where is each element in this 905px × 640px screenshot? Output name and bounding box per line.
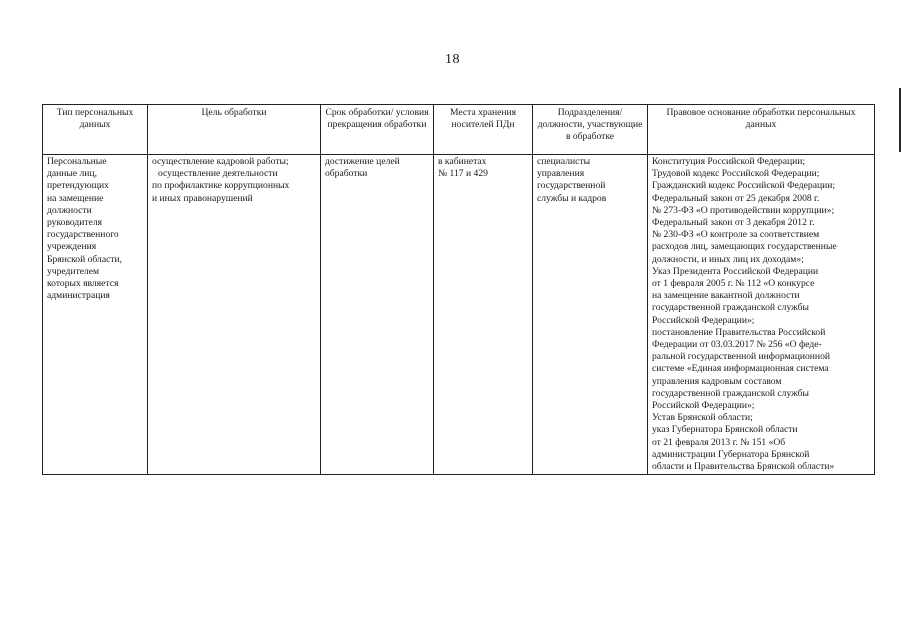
table-header-row — [43, 105, 875, 155]
cell-line: управления — [537, 168, 585, 180]
cell-line: данные лиц, — [47, 168, 97, 180]
cell-line: постановление Правительства Российской — [652, 326, 826, 338]
cell-data-type — [43, 155, 148, 475]
cell-line: учреждения — [47, 241, 97, 253]
cell-line: руководителя — [47, 217, 103, 229]
cell-line: № 273-ФЗ «О противодействии коррупции»; — [652, 204, 835, 216]
cell-line: должности, и иных лиц их доходам»; — [652, 253, 804, 265]
cell-line: службы и кадров — [537, 192, 607, 204]
cell-line: учредителем — [47, 265, 100, 277]
cell-legal-basis — [648, 155, 875, 475]
cell-line: Российской Федерации»; — [652, 400, 755, 412]
header-legal-basis: Правовое основание обработки персональных данных — [648, 105, 875, 155]
cell-line: государственной — [537, 180, 606, 192]
cell-line: и иных правонарушений — [152, 192, 253, 204]
cell-line: обработки — [325, 168, 368, 180]
cell-line: претендующих — [47, 180, 109, 192]
personal-data-table — [42, 104, 875, 475]
cell-term — [321, 155, 434, 475]
cell-line: Устав Брянской области; — [652, 412, 753, 424]
cell-departments — [533, 155, 648, 475]
table-row — [43, 155, 875, 475]
cell-line: Российской Федерации»; — [652, 314, 755, 326]
cell-line: системе «Единая информационная система — [652, 363, 829, 375]
cell-line: государственного — [47, 229, 119, 241]
cell-line: Трудовой кодекс Российской Федерации; — [652, 168, 820, 180]
cell-line: № 230-ФЗ «О контроле за соответствием — [652, 229, 820, 241]
cell-line: на замещение вакантной должности — [652, 290, 800, 302]
cell-line: области и Правительства Брянской области» — [652, 461, 835, 473]
cell-line: Гражданский кодекс Российской Федерации; — [652, 180, 836, 192]
page-number: 18 — [445, 52, 460, 67]
cell-line: указ Губернатора Брянской области — [652, 424, 798, 436]
cell-storage — [434, 155, 533, 475]
cell-line: Федеральный закон от 3 декабря 2012 г. — [652, 217, 815, 229]
cell-line: Персональные — [47, 156, 107, 167]
cell-line: по профилактике коррупционных — [152, 180, 290, 192]
cell-line: администрации Губернатора Брянской — [652, 448, 810, 460]
cell-line: управления кадровым составом — [652, 375, 782, 387]
cell-line: Федерации от 03.03.2017 № 256 «О феде- — [652, 339, 822, 351]
cell-line: государственной гражданской службы — [652, 302, 809, 314]
header-storage: Места хранения носителей ПДн — [434, 105, 533, 155]
cell-line: № 117 и 429 — [438, 168, 488, 180]
cell-line: на замещение — [47, 192, 104, 204]
cell-line: Указ Президента Российской Федерации — [652, 265, 819, 277]
cell-line: которых является — [47, 278, 119, 290]
cell-line: от 21 февраля 2013 г. № 151 «Об — [652, 436, 786, 448]
header-purpose: Цель обработки — [148, 105, 321, 155]
cell-line: осуществление деятельности — [158, 168, 278, 180]
cell-line: должности — [47, 204, 92, 216]
header-data-type: Тип персональных данных — [43, 105, 148, 155]
cell-line: ральной государственной информационной — [652, 351, 830, 363]
cell-line: специалисты — [537, 156, 591, 167]
cell-line: осуществление кадровой работы; — [152, 156, 289, 167]
cell-line: администрация — [47, 290, 110, 302]
cell-line: расходов лиц, замещающих государственные — [652, 241, 837, 253]
header-term: Срок обработки/ условия прекращения обработки — [321, 105, 434, 155]
cell-line: Федеральный закон от 25 декабря 2008 г. — [652, 192, 820, 204]
cell-purpose — [148, 155, 321, 475]
cell-line: Конституция Российской Федерации; — [652, 156, 806, 167]
cell-line: достижение целей — [325, 156, 400, 167]
cell-line: Брянской области, — [47, 253, 123, 265]
cell-line: государственной гражданской службы — [652, 387, 809, 399]
header-departments: Подразделения/ должности, участвующие в обработке — [533, 105, 648, 155]
cell-line: в кабинетах — [438, 156, 487, 167]
scan-edge-mark — [899, 88, 901, 152]
cell-line: от 1 февраля 2005 г. № 112 «О конкурсе — [652, 278, 815, 290]
